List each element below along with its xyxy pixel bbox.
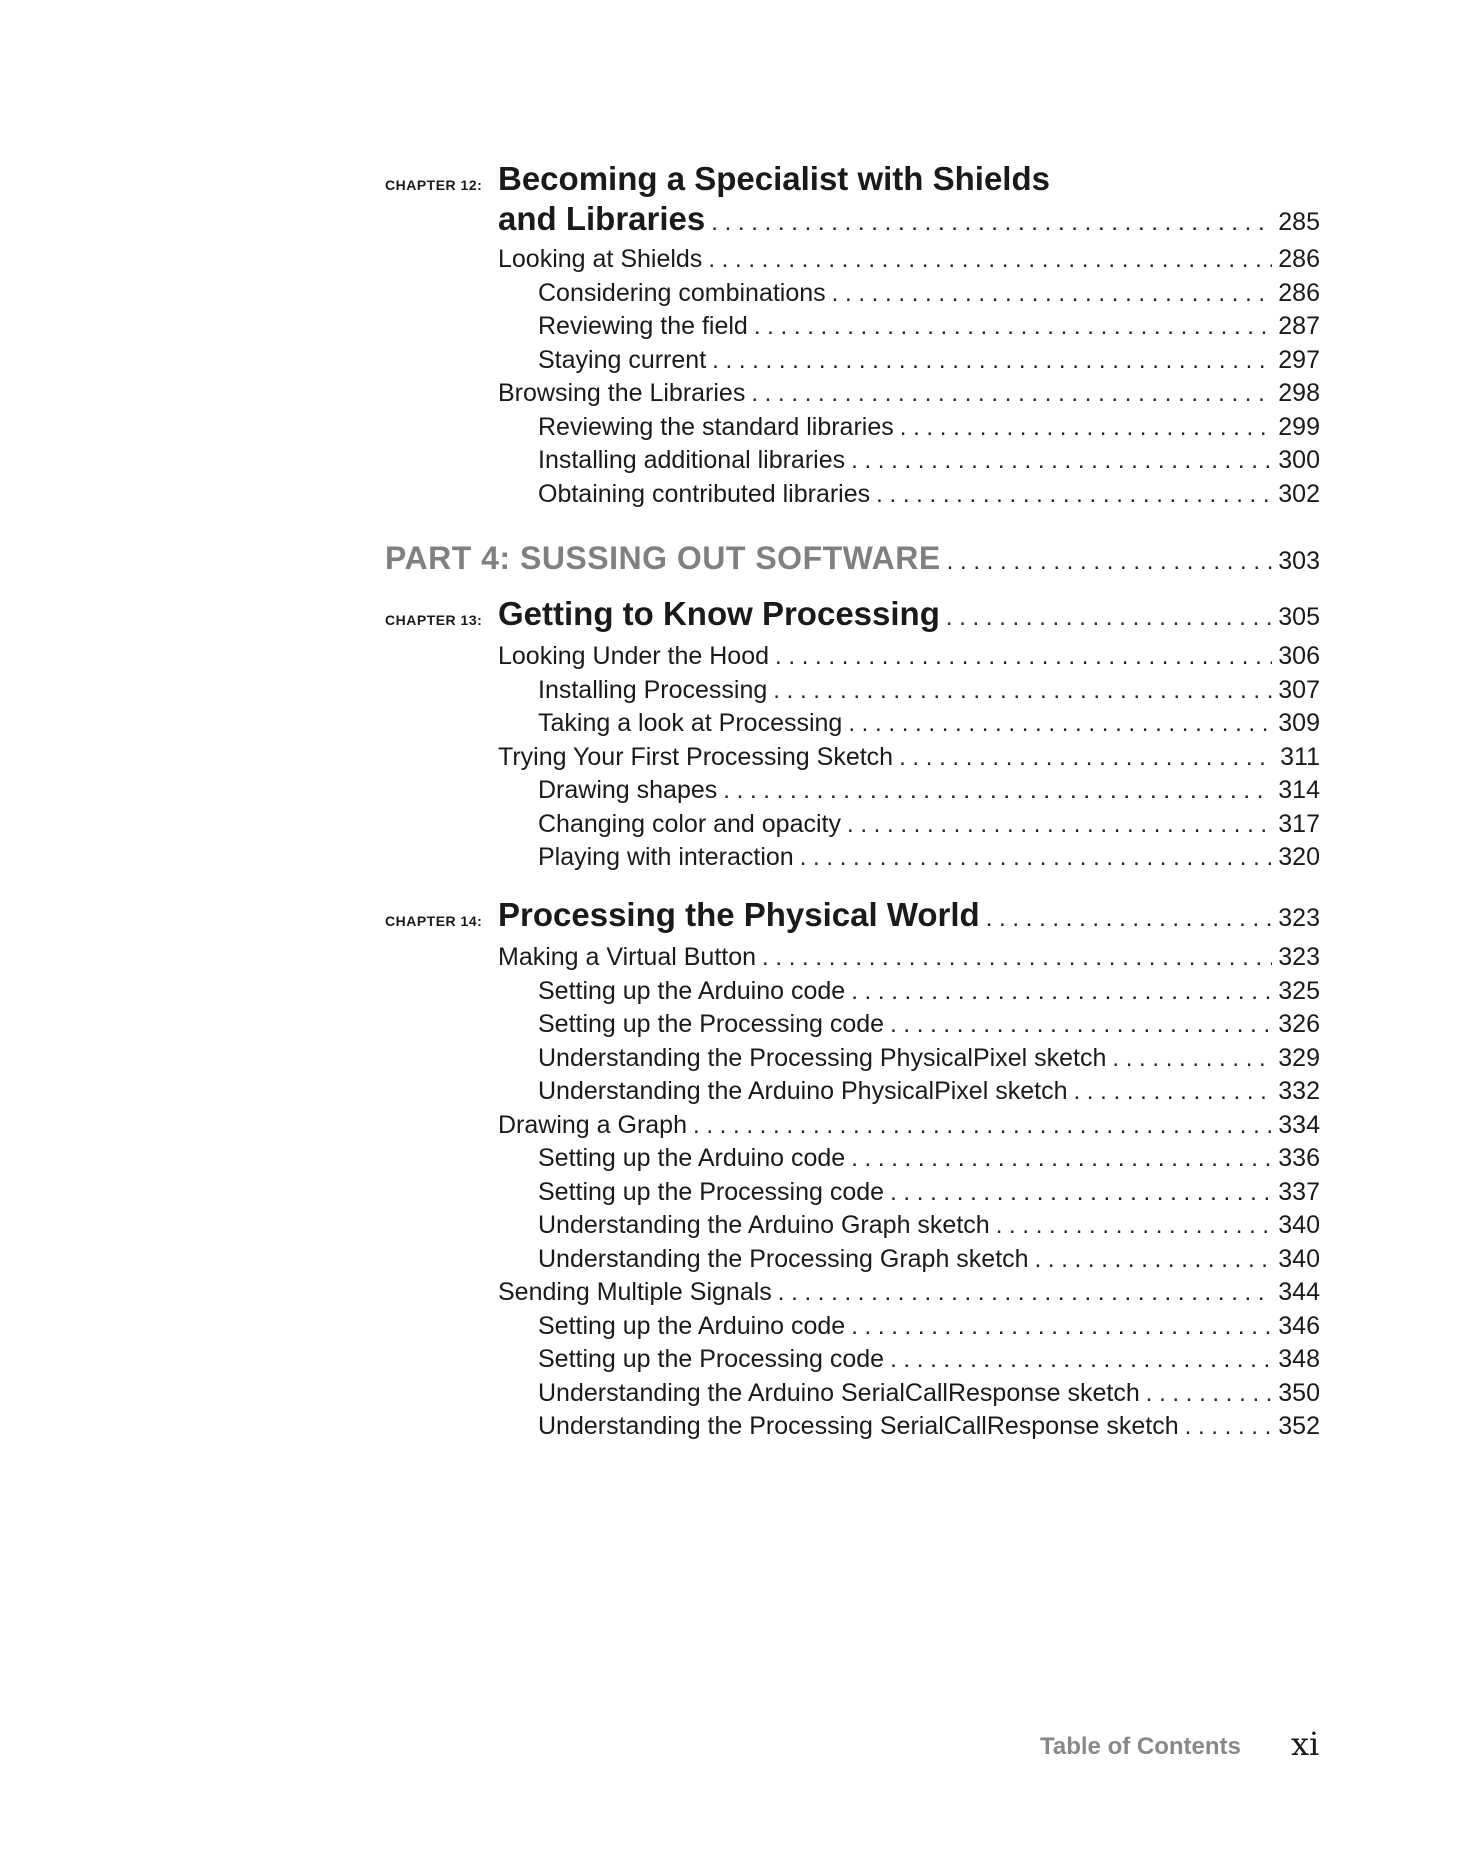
entry-title: Taking a look at Processing: [538, 709, 843, 737]
page-number: 332: [1278, 1077, 1320, 1105]
entry-title: Making a Virtual Button: [498, 943, 757, 971]
toc-entry[interactable]: [498, 1278, 1320, 1307]
toc-subentry[interactable]: [538, 1044, 1320, 1073]
dot-leader: [1073, 1078, 1272, 1106]
chapter-title: Getting to Know Processing: [498, 595, 940, 632]
toc-entry[interactable]: [498, 245, 1320, 274]
dot-leader: [851, 447, 1272, 475]
page-number: 340: [1278, 1211, 1320, 1239]
toc-subentry[interactable]: [538, 676, 1320, 705]
part-heading-row[interactable]: [385, 540, 1320, 577]
page-number: 311: [1280, 743, 1320, 771]
toc-subentry[interactable]: [538, 279, 1320, 308]
toc-subentry[interactable]: [538, 1077, 1320, 1106]
page-number: 325: [1278, 977, 1320, 1005]
dot-leader: [899, 744, 1274, 772]
entry-title: Understanding the Processing Graph sketch: [538, 1245, 1029, 1273]
entry-title: Changing color and opacity: [538, 810, 841, 838]
dot-leader: [773, 677, 1272, 705]
dot-leader: [693, 1112, 1272, 1140]
toc-entry[interactable]: [498, 379, 1320, 408]
dot-leader: [778, 1279, 1273, 1307]
dot-leader: [848, 710, 1272, 738]
dot-leader: [947, 548, 1273, 576]
entry-title: Understanding the Arduino SerialCallResponse sketch: [538, 1379, 1140, 1407]
chapter-title-line[interactable]: [498, 160, 1318, 198]
entry-title: Playing with interaction: [538, 843, 794, 871]
page-number: 317: [1278, 810, 1320, 838]
toc-subentry[interactable]: [538, 312, 1320, 341]
dot-leader: [800, 844, 1273, 872]
entry-title: Reviewing the standard libraries: [538, 413, 894, 441]
page-number: 303: [1278, 547, 1320, 575]
page-number: 348: [1278, 1345, 1320, 1373]
toc-subentry[interactable]: [538, 346, 1320, 375]
page-number: 346: [1278, 1312, 1320, 1340]
page-number: 299: [1278, 413, 1320, 441]
chapter-title-row[interactable]: [498, 595, 1320, 633]
page-number: 286: [1278, 245, 1320, 273]
chapter-label: CHAPTER 14:: [385, 913, 483, 929]
dot-leader: [851, 978, 1272, 1006]
page-number: 302: [1278, 480, 1320, 508]
entry-title: Looking Under the Hood: [498, 642, 770, 670]
page-number: 305: [1278, 603, 1320, 631]
entry-title: Installing Processing: [538, 676, 768, 704]
chapter-title-continued: and Libraries: [498, 200, 706, 237]
page-number: 323: [1278, 904, 1320, 932]
entry-title: Browsing the Libraries: [498, 379, 746, 407]
toc-entry[interactable]: [498, 642, 1320, 671]
page-number: 334: [1278, 1111, 1320, 1139]
part-title: PART 4: SUSSING OUT SOFTWARE: [385, 540, 941, 576]
toc-subentry[interactable]: [538, 810, 1320, 839]
toc-subentry[interactable]: [538, 1312, 1320, 1341]
toc-subentry[interactable]: [538, 709, 1320, 738]
entry-title: Understanding the Processing PhysicalPixel sketch: [538, 1044, 1107, 1072]
page-number: 287: [1278, 312, 1320, 340]
entry-title: Setting up the Arduino code: [538, 977, 846, 1005]
dot-leader: [986, 905, 1273, 933]
dot-leader: [890, 1011, 1272, 1039]
dot-leader: [847, 811, 1272, 839]
dot-leader: [900, 414, 1273, 442]
toc-subentry[interactable]: [538, 1010, 1320, 1039]
entry-title: Installing additional libraries: [538, 446, 846, 474]
dot-leader: [1112, 1045, 1272, 1073]
toc-entry[interactable]: [498, 743, 1320, 772]
toc-subentry[interactable]: [538, 1144, 1320, 1173]
page-number: 320: [1278, 843, 1320, 871]
page-number: 298: [1278, 379, 1320, 407]
dot-leader: [1035, 1246, 1273, 1274]
toc-subentry[interactable]: [538, 843, 1320, 872]
dot-leader: [751, 380, 1272, 408]
page-number: 307: [1278, 676, 1320, 704]
dot-leader: [890, 1179, 1272, 1207]
page-number: 323: [1278, 943, 1320, 971]
page-number: 352: [1278, 1412, 1320, 1440]
page-number: 326: [1278, 1010, 1320, 1038]
page-number: 306: [1278, 642, 1320, 670]
entry-title: Setting up the Arduino code: [538, 1312, 846, 1340]
entry-title: Understanding the Processing SerialCallResponse sketch: [538, 1412, 1179, 1440]
toc-subentry[interactable]: [538, 1345, 1320, 1374]
dot-leader: [851, 1313, 1272, 1341]
dot-leader: [1185, 1413, 1273, 1441]
entry-title: Understanding the Arduino Graph sketch: [538, 1211, 990, 1239]
toc-subentry[interactable]: [538, 413, 1320, 442]
entry-title: Reviewing the field: [538, 312, 748, 340]
toc-entry[interactable]: [498, 1111, 1320, 1140]
toc-subentry[interactable]: [538, 776, 1320, 805]
page-number: 329: [1278, 1044, 1320, 1072]
page-number: 344: [1278, 1278, 1320, 1306]
dot-leader: [832, 280, 1273, 308]
chapter-title: Becoming a Specialist with Shields: [498, 160, 1050, 197]
entry-title: Staying current: [538, 346, 707, 374]
entry-title: Drawing shapes: [538, 776, 718, 804]
dot-leader: [775, 643, 1272, 671]
page-number: 309: [1278, 709, 1320, 737]
toc-subentry[interactable]: [538, 1379, 1320, 1408]
dot-leader: [708, 246, 1272, 274]
folio-page-number: xi: [1291, 1725, 1320, 1763]
dot-leader: [946, 604, 1272, 632]
toc-subentry[interactable]: [538, 1178, 1320, 1207]
entry-title: Looking at Shields: [498, 245, 703, 273]
chapter-title-row[interactable]: [498, 896, 1320, 934]
toc-subentry[interactable]: [538, 977, 1320, 1006]
entry-title: Obtaining contributed libraries: [538, 480, 871, 508]
toc-subentry[interactable]: [538, 1245, 1320, 1274]
entry-title: Trying Your First Processing Sketch: [498, 743, 894, 771]
entry-title: Understanding the Arduino PhysicalPixel sketch: [538, 1077, 1068, 1105]
entry-title: Setting up the Processing code: [538, 1345, 885, 1373]
page-number: 286: [1278, 279, 1320, 307]
dot-leader: [711, 209, 1272, 237]
dot-leader: [723, 777, 1272, 805]
toc-subentry[interactable]: [538, 1211, 1320, 1240]
entry-title: Considering combinations: [538, 279, 826, 307]
toc-entry[interactable]: [498, 943, 1320, 972]
page-number: 337: [1278, 1178, 1320, 1206]
entry-title: Sending Multiple Signals: [498, 1278, 772, 1306]
dot-leader: [876, 481, 1272, 509]
dot-leader: [851, 1145, 1272, 1173]
dot-leader: [754, 313, 1272, 341]
toc-subentry[interactable]: [538, 446, 1320, 475]
dot-leader: [712, 347, 1272, 375]
dot-leader: [890, 1346, 1272, 1374]
chapter-title-row[interactable]: [498, 200, 1320, 238]
dot-leader: [996, 1212, 1273, 1240]
page-number: 300: [1278, 446, 1320, 474]
chapter-label: CHAPTER 12:: [385, 177, 483, 193]
entry-title: Setting up the Processing code: [538, 1178, 885, 1206]
chapter-title: Processing the Physical World: [498, 896, 980, 933]
page-number: 285: [1278, 208, 1320, 236]
dot-leader: [762, 944, 1272, 972]
entry-title: Setting up the Processing code: [538, 1010, 885, 1038]
entry-title: Setting up the Arduino code: [538, 1144, 846, 1172]
entry-title: Drawing a Graph: [498, 1111, 687, 1139]
toc-subentry[interactable]: [538, 1412, 1320, 1441]
page-number: 336: [1278, 1144, 1320, 1172]
page-number: 350: [1278, 1379, 1320, 1407]
chapter-label: CHAPTER 13:: [385, 612, 483, 628]
toc-subentry[interactable]: [538, 480, 1320, 509]
running-footer-title: Table of Contents: [1040, 1733, 1241, 1760]
dot-leader: [1146, 1380, 1273, 1408]
page-number: 297: [1278, 346, 1320, 374]
page-number: 314: [1278, 776, 1320, 804]
page-number: 340: [1278, 1245, 1320, 1273]
